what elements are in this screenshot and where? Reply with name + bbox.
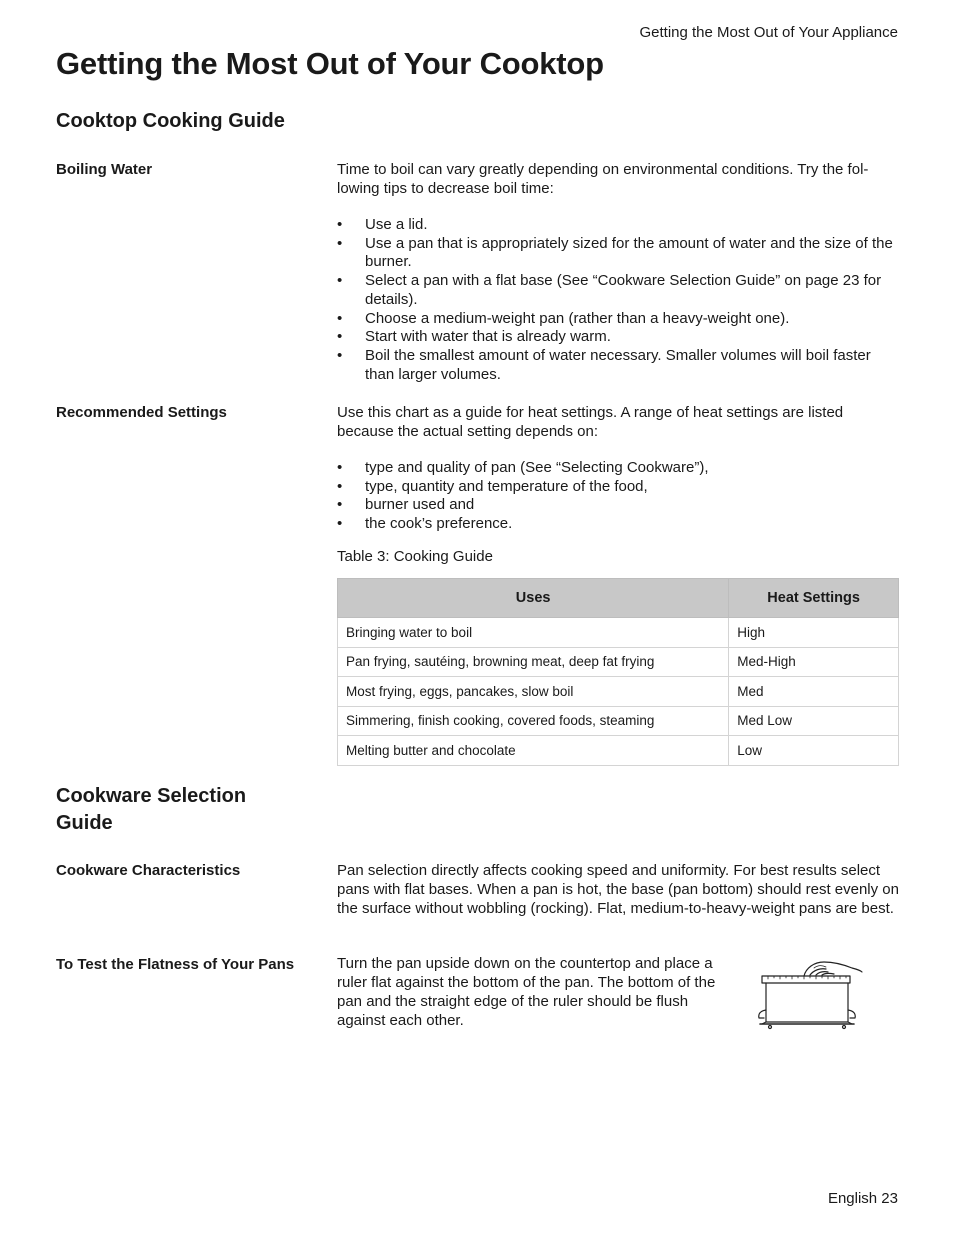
pan-and-ruler-illustration-icon bbox=[756, 954, 866, 1034]
boiling-water-intro: Time to boil can vary greatly depending on environmental conditions. Try the fol-lowing tips to decrease boil time: bbox=[337, 161, 869, 197]
table-row bbox=[338, 736, 899, 766]
cell-heat-setting: Med bbox=[729, 677, 899, 707]
table-row bbox=[338, 706, 899, 736]
running-header: Getting the Most Out of Your Appliance bbox=[639, 24, 898, 41]
cell-heat-setting: Low bbox=[729, 736, 899, 766]
cell-use: Most frying, eggs, pancakes, slow boil bbox=[338, 677, 729, 707]
label-boiling-water: Boiling Water bbox=[56, 161, 153, 178]
cell-use: Simmering, finish cooking, covered foods, steaming bbox=[338, 706, 729, 736]
section-title-line: Guide bbox=[56, 812, 113, 834]
page-number: English 23 bbox=[827, 1190, 898, 1207]
boiling-tips-list bbox=[337, 216, 899, 384]
label-cookware-characteristics: Cookware Characteristics bbox=[56, 862, 241, 879]
page-title: Getting the Most Out of Your Cooktop bbox=[56, 46, 604, 81]
cell-use: Pan frying, sautéing, browning meat, deep fat frying bbox=[338, 647, 729, 677]
list-item: • the cook’s preference. bbox=[337, 515, 899, 534]
table-caption: Table 3: Cooking Guide bbox=[337, 548, 493, 565]
list-item: • type and quality of pan (See “Selecting Cookware”), bbox=[337, 459, 899, 478]
column-header-heat-settings: Heat Settings bbox=[729, 579, 899, 618]
table-row bbox=[338, 647, 899, 677]
label-recommended-settings: Recommended Settings bbox=[56, 404, 227, 421]
list-item: • type, quantity and temperature of the food, bbox=[337, 478, 899, 497]
list-item: • burner used and bbox=[337, 496, 899, 515]
list-item: • Use a lid. bbox=[337, 216, 899, 235]
table-row bbox=[338, 618, 899, 648]
list-item: • Use a pan that is appropriately sized for the amount of water and the size of the burner. bbox=[337, 235, 899, 272]
cell-use: Bringing water to boil bbox=[338, 618, 729, 648]
flatness-test-text: Turn the pan upside down on the countertop and place a ruler flat against the bottom of the pan. The bottom of the pan and the straight edge of the ruler should be flush against each other. bbox=[337, 955, 716, 1029]
list-item: • Choose a medium-weight pan (rather than a heavy-weight one). bbox=[337, 310, 899, 329]
table-row bbox=[338, 677, 899, 707]
section-title-line: Cookware Selection bbox=[56, 785, 247, 807]
cell-heat-setting: Med Low bbox=[729, 706, 899, 736]
label-flatness-test: To Test the Flatness of Your Pans bbox=[56, 956, 295, 973]
section-title-cookware-guide bbox=[56, 783, 246, 837]
cell-heat-setting: High bbox=[729, 618, 899, 648]
recommended-settings-intro: Use this chart as a guide for heat settings. A range of heat settings are listed because the actual setting depends on: bbox=[337, 404, 844, 440]
cell-use: Melting butter and chocolate bbox=[338, 736, 729, 766]
list-item: • Start with water that is already warm. bbox=[337, 328, 899, 347]
list-item: • Select a pan with a flat base (See “Cookware Selection Guide” on page 23 for details). bbox=[337, 272, 899, 309]
section-title-cooking-guide: Cooktop Cooking Guide bbox=[56, 110, 285, 132]
heat-factors-list bbox=[337, 459, 899, 534]
cooking-guide-table bbox=[337, 578, 899, 766]
column-header-uses: Uses bbox=[338, 579, 729, 618]
table-header-row bbox=[338, 579, 899, 618]
list-item: • Boil the smallest amount of water necessary. Smaller volumes will boil faster than larger volumes. bbox=[337, 347, 899, 384]
cookware-characteristics-text: Pan selection directly affects cooking speed and uniformity. For best results select pans with flat bases. When a pan is hot, the base (pan bottom) should rest evenly on the surface without wobbling (rocking). Flat, medium-to-heavy-weight pans are best. bbox=[337, 862, 899, 917]
cell-heat-setting: Med-High bbox=[729, 647, 899, 677]
